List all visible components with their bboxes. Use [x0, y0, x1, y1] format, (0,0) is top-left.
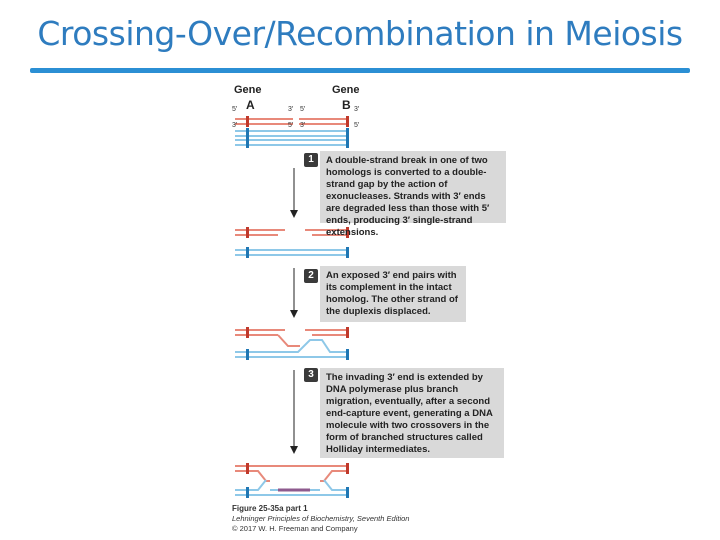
figure-copyright: © 2017 W. H. Freeman and Company: [232, 524, 358, 533]
step-3-badge: 3: [304, 368, 318, 382]
gene-a-word: Gene: [234, 84, 262, 96]
figure-source: Lehninger Principles of Biochemistry, Seventh Edition: [232, 514, 410, 523]
figure-label: Figure 25-35a part 1: [232, 504, 308, 513]
end-label-top-mid-left: 3′: [288, 106, 294, 113]
end-label-bottom-mid-left: 5′: [288, 122, 294, 129]
end-label-top-mid-right: 5′: [300, 106, 306, 113]
slide-title: Crossing-Over/Recombination in Meiosis: [37, 14, 683, 53]
homolog-blue-initial: [235, 137, 349, 148]
end-label-bottom-right: 5′: [354, 122, 360, 129]
step-2-text: An exposed 3′ end pairs with its complement in the intact homolog. The other strand of the duplexis displaced.: [320, 266, 466, 322]
step-2-badge: 2: [304, 269, 318, 283]
title-underline: [30, 68, 690, 73]
step-1-text: A double-strand break in one of two homologs is converted to a double-strand gap by the action of exonucleases. Strands with 3′ ends are degraded less than those with 5′ ends, producing 3′ single-strand extensions.: [320, 151, 506, 223]
recombination-diagram: [230, 78, 530, 540]
holliday-intermediate: [235, 463, 349, 498]
end-label-bottom-left: 3′: [232, 122, 238, 129]
gene-b-word: Gene: [332, 84, 360, 96]
strand-invasion: [235, 327, 349, 360]
end-label-bottom-mid-right: 3′: [300, 122, 306, 129]
end-label-top-left: 5′: [232, 106, 238, 113]
step-3-text: The invading 3′ end is extended by DNA polymerase plus branch migration, eventually, after a second end-capture event, generating a DNA molecule with two crossovers in the form of branched structures called Holliday intermediates.: [320, 368, 504, 458]
end-label-top-right: 3′: [354, 106, 360, 113]
step-1-badge: 1: [304, 153, 318, 167]
gene-b-letter: B: [342, 98, 351, 112]
gene-a-letter: A: [246, 98, 255, 112]
